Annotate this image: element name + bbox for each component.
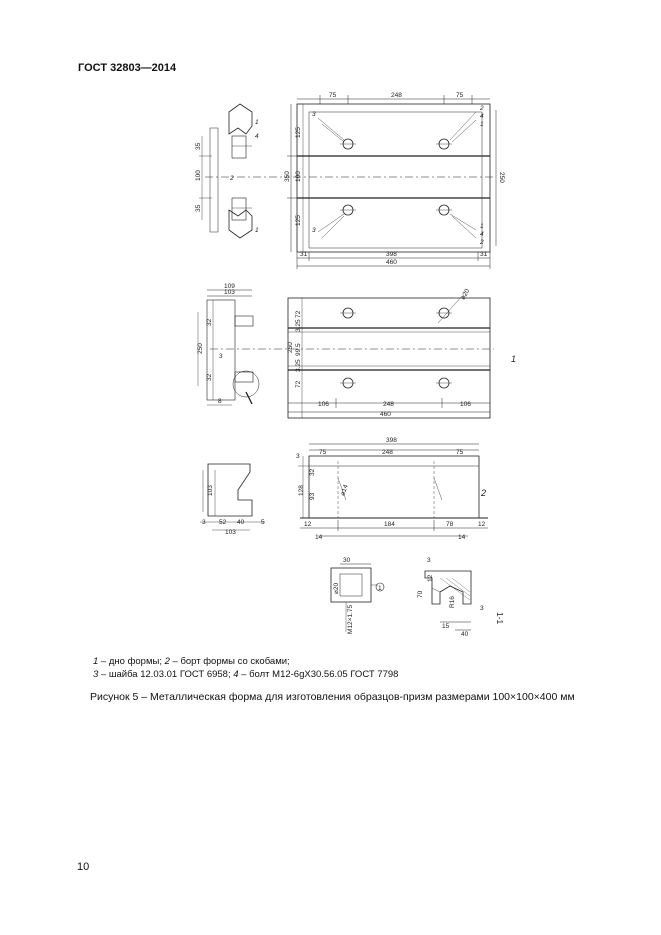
callout: 4 [480,231,484,238]
legend-num: 1 [93,656,99,667]
v2-left-dim: 3.25 [295,319,302,332]
v2-side-dim: 32 [206,318,213,326]
v3-top-dim: 75 [319,449,327,456]
v1-side-dim: 35 [195,204,202,212]
detail-diameter: ⌀20 [333,582,340,594]
v3-side-bottom-dim: 52 [219,519,227,526]
callout: 1 [255,119,259,126]
view2-outline [288,298,490,418]
v2-bottom-dim: 106 [318,401,329,408]
v3-side-overall: 103 [225,529,236,536]
v2-top-dim: 109 [224,283,235,290]
callout: 3 [312,227,316,234]
v1-right-dim: 250 [498,172,505,183]
view1-side-section [199,104,290,238]
detail-circle-label: 1 [378,585,382,592]
view3-profile [200,464,265,530]
v3-bottom-dim: 12 [478,521,486,528]
v1-bottom-dim: 398 [386,251,397,258]
v2-small-dim: 3 [219,353,223,360]
v3-side-bottom-dim: 5 [261,519,265,526]
v1-side-dim: 100 [195,170,202,181]
legend-text: – борт формы со скобами; [169,656,290,667]
v3-top-dim: 248 [382,449,393,456]
v3-view-number: 2 [481,488,487,498]
v3-bottom-dim: 14 [315,534,323,541]
callout: 1 [480,121,484,128]
section-dim: R16 [449,596,456,608]
v3-diameter: ⌀14 [339,483,350,497]
standard-header: ГОСТ 32803—2014 [78,62,177,74]
v1-bottom-dim: 31 [480,251,488,258]
section-dim: 3 [480,605,484,612]
v1-side-dim: 35 [195,142,202,150]
v2-left-dim: 72 [295,310,302,318]
v2-overall-height: 250 [287,342,294,353]
v3-left-dim: 128 [298,485,305,496]
section-dim: 12 [427,574,434,582]
v3-left-dim: 32 [309,468,316,476]
v3-left-dim: 93 [309,492,316,500]
v2-bottom-dim: 106 [460,401,471,408]
section-dim: 40 [461,631,469,638]
view1-top-plan [287,95,496,269]
callout: 2 [230,175,234,182]
v2-overall-width: 460 [380,411,391,418]
callout: 2 [480,239,484,246]
figure-legend [93,655,398,681]
callout: 3 [312,111,316,118]
figure-caption: Рисунок 5 – Металлическая форма для изготовления образцов-призм размерами 100×100×400 мм [90,691,575,703]
v1-overall-height: 350 [284,171,291,182]
v3-bottom-dim: 78 [446,521,454,528]
callout: 4 [480,113,484,120]
section-dim: 70 [417,590,424,598]
v3-bottom-dim: 14 [458,534,466,541]
section-dim: 15 [442,623,450,630]
view2-front [210,296,494,418]
legend-num: 3 [93,669,99,680]
detail-thread: M12×1.75 [347,604,354,634]
v1-overall-width: 460 [386,259,397,266]
v2-view-number: 1 [511,354,517,364]
v2-small-dim: 8 [218,398,222,405]
v2-top-dim: 103 [224,289,235,296]
view2-side [198,290,259,405]
section-label: 1-1 [495,612,505,625]
v2-side-dim: 32 [206,373,213,381]
v2-left-dim: 99.5 [295,343,302,356]
v3-side-bottom-dim: 3 [202,519,206,526]
v1-top-dim: 75 [329,92,337,99]
legend-text: – дно формы; [98,656,165,667]
legend-num: 2 [164,656,170,667]
legend-text: – болт М12-6gX30.56.05 ГОСТ 7798 [238,669,399,680]
v1-bottom-dim: 31 [300,251,308,258]
v1-top-dim: 248 [391,92,402,99]
callout: 1 [480,223,484,230]
view1-outline [297,104,490,252]
section-dim: 3 [427,557,431,564]
legend-line-1 [93,655,398,668]
callout: 2 [480,105,484,112]
legend-line-2 [93,668,398,681]
bolt-detail [331,564,384,632]
legend-text: – шайба 12.03.01 ГОСТ 6958; [98,669,234,680]
v1-left-dim: 125 [295,127,302,138]
v1-top-dim: 75 [456,92,464,99]
detail-width: 30 [343,557,351,564]
legend-num: 4 [233,669,239,680]
v1-left-dim: 100 [295,171,302,182]
callout: 1 [255,227,259,234]
v2-bottom-dim: 248 [383,401,394,408]
v1-left-dim: 125 [295,215,302,226]
v3-side-bottom-dim: 40 [237,519,245,526]
v2-left-dim: 72 [295,380,302,388]
v3-top-dim: 75 [456,449,464,456]
view3-outline [309,456,479,518]
page-number: 10 [77,861,90,873]
v3-overall-width: 398 [386,437,397,444]
v2-diameter: ⌀20 [459,287,472,301]
v3-bottom-dim: 184 [384,521,395,528]
v3-side-height: 103 [207,485,214,496]
callout: 4 [255,133,259,140]
v2-left-dim: 3.25 [295,359,302,372]
v2-side-dim: 250 [197,343,204,354]
v3-bottom-dim: 12 [304,521,312,528]
v3-left-dim: 3 [296,453,300,460]
